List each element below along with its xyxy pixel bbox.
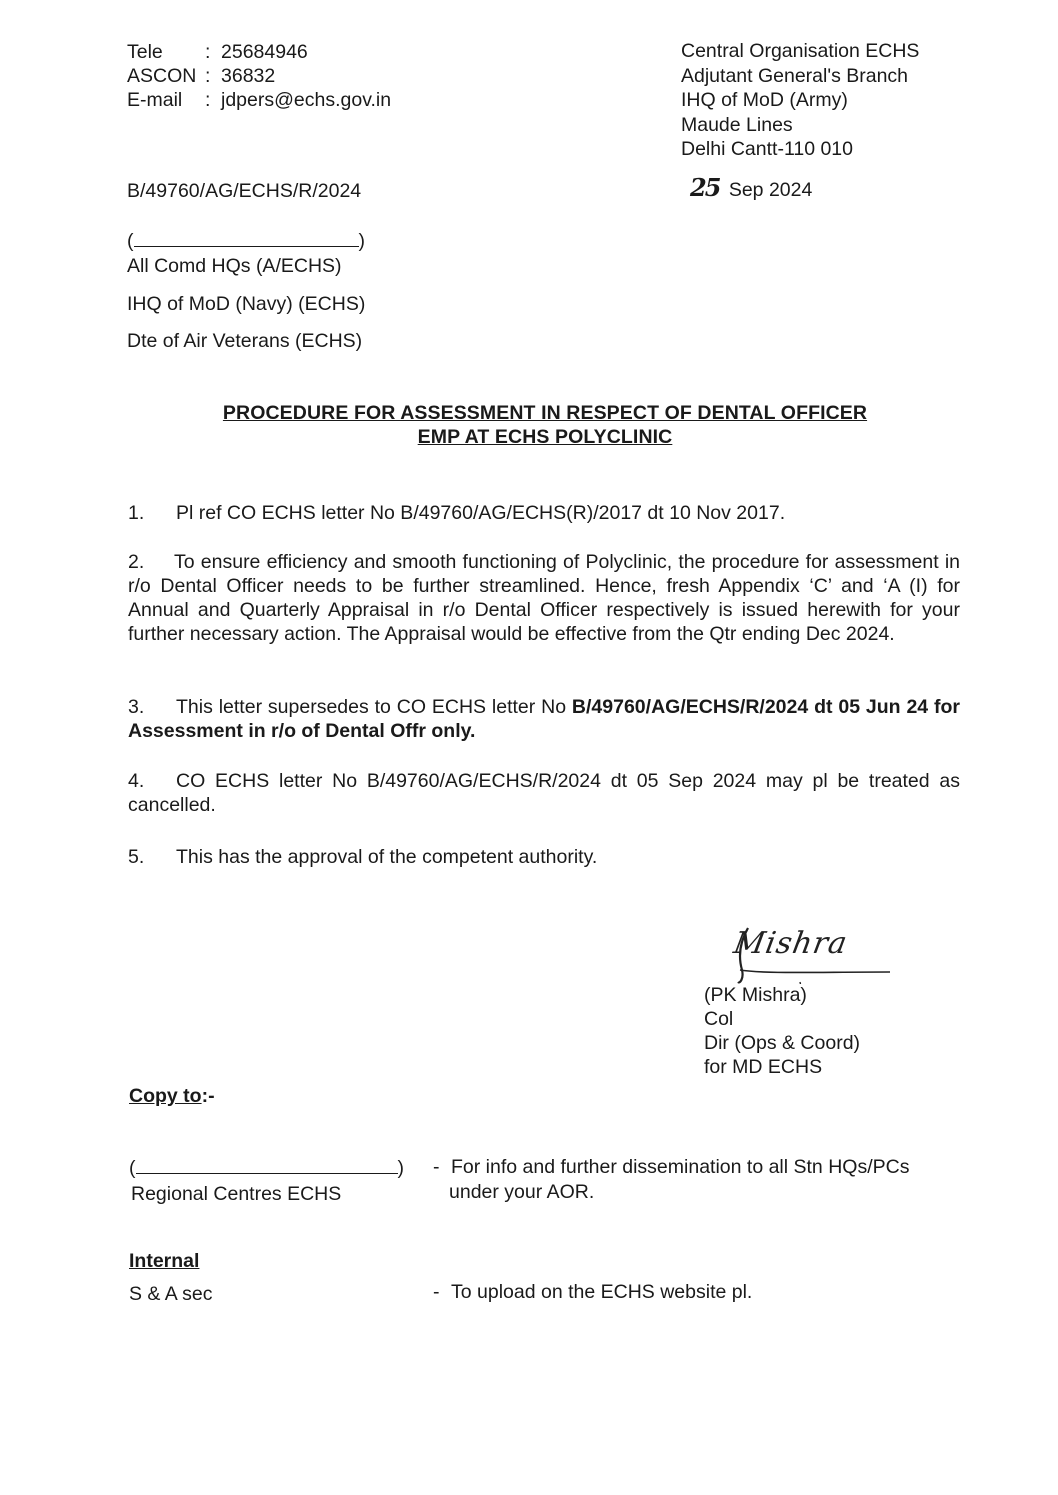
paragraph-number: 5. (128, 846, 145, 868)
address-line: Delhi Cantt-110 010 (681, 138, 853, 160)
signature-script: Mishra (731, 926, 851, 961)
paragraph-text: Pl ref CO ECHS letter No B/49760/AG/ECHS(R)/2017 dt 10 Nov 2017. (176, 502, 786, 524)
signatory-designation: Dir (Ops & Coord) (704, 1032, 861, 1054)
internal-dash: - (433, 1281, 440, 1303)
address-line: Maude Lines (681, 113, 793, 136)
signature-stroke (726, 920, 896, 984)
signatory-rank: Col (704, 1008, 734, 1030)
date-day-handwritten: 25 (690, 173, 720, 202)
paragraph-4 (128, 769, 960, 817)
copy-to-label: Copy to (129, 1085, 202, 1107)
paragraph-number: 1. (128, 502, 145, 524)
addressee-blank: ( ) (127, 230, 365, 252)
sender-address (681, 39, 919, 162)
tele-label: Tele (127, 41, 163, 63)
reference-number: B/49760/AG/ECHS/R/2024 (127, 180, 362, 202)
copy-to-recipient: Regional Centres ECHS (131, 1183, 342, 1205)
signatory-name: (PK Mishra) (704, 984, 807, 1006)
paragraph-2 (128, 550, 960, 646)
copy-to-purpose-2: under your AOR. (449, 1181, 595, 1203)
ascon-value: 36832 (221, 65, 276, 87)
address-line: Central Organisation ECHS (681, 40, 920, 62)
copy-to-suffix: :- (201, 1085, 215, 1107)
paragraph-number: 2. (128, 551, 145, 573)
contact-tele: Tele : 25684946 (127, 41, 308, 63)
paragraph-text: This letter supersedes to CO ECHS letter No (176, 696, 572, 718)
internal-heading: Internal (129, 1250, 200, 1272)
contact-block (127, 40, 391, 112)
copy-to-blank: ( ) (129, 1157, 404, 1179)
date-month-year: Sep 2024 (728, 179, 813, 201)
copy-to-purpose-1: For info and further dissemination to all Stn HQs/PCs (451, 1156, 910, 1178)
subject-line-2: EMP AT ECHS POLYCLINIC (417, 426, 673, 448)
paragraph-text: To ensure efficiency and smooth functioning of Polyclinic, the procedure for assessment in r/o Dental Officer needs to be further streamlined. Hence, fresh Appendix ‘C’ and ‘A (I) for Annual and Quarterly Appraisal in r/o Dental Officer respectively is issued herewith for your further necessary action. The Appraisal would be effective from the Qtr ending Dec 2024. (128, 551, 960, 645)
email-label: E-mail (127, 89, 183, 111)
addressee-line: All Comd HQs (A/ECHS) (127, 255, 342, 277)
addressee-line: Dte of Air Veterans (ECHS) (127, 330, 363, 352)
addressee-line: IHQ of MoD (Navy) (ECHS) (127, 293, 366, 315)
internal-purpose: To upload on the ECHS website pl. (451, 1281, 753, 1303)
copy-to-dash: - (433, 1156, 440, 1178)
signatory-for: for MD ECHS (704, 1056, 823, 1078)
contact-ascon: ASCON : 36832 (127, 65, 276, 87)
ascon-label: ASCON (127, 65, 197, 87)
tele-value: 25684946 (221, 41, 308, 63)
paragraph-number: 3. (128, 696, 145, 718)
paragraph-text: CO ECHS letter No B/49760/AG/ECHS/R/2024 dt 05 Sep 2024 may pl be treated as cancelled. (128, 770, 960, 816)
paragraph-text-bold: B/49760/AG/ECHS/R/2024 dt 05 Jun 24 for Assessment in r/o of Dental Offr only. (128, 696, 960, 742)
address-line: Adjutant General's Branch (681, 64, 909, 87)
paragraph-1 (128, 501, 960, 525)
subject-line-1: PROCEDURE FOR ASSESSMENT IN RESPECT OF DENTAL OFFICER (222, 402, 868, 424)
email-value: jdpers@echs.gov.in (221, 89, 392, 111)
letter-date (690, 173, 813, 202)
paragraph-3 (128, 695, 960, 743)
paragraph-text: This has the approval of the competent authority. (176, 846, 598, 868)
address-line: IHQ of MoD (Army) (681, 89, 848, 111)
signature-mark (726, 920, 896, 984)
copy-to-heading (129, 1084, 215, 1108)
paragraph-5 (128, 845, 960, 869)
internal-recipient: S & A sec (129, 1283, 213, 1305)
contact-email: E-mail : jdpers@echs.gov.in (127, 89, 392, 111)
paragraph-number: 4. (128, 770, 145, 792)
signatory-block (704, 983, 860, 1079)
